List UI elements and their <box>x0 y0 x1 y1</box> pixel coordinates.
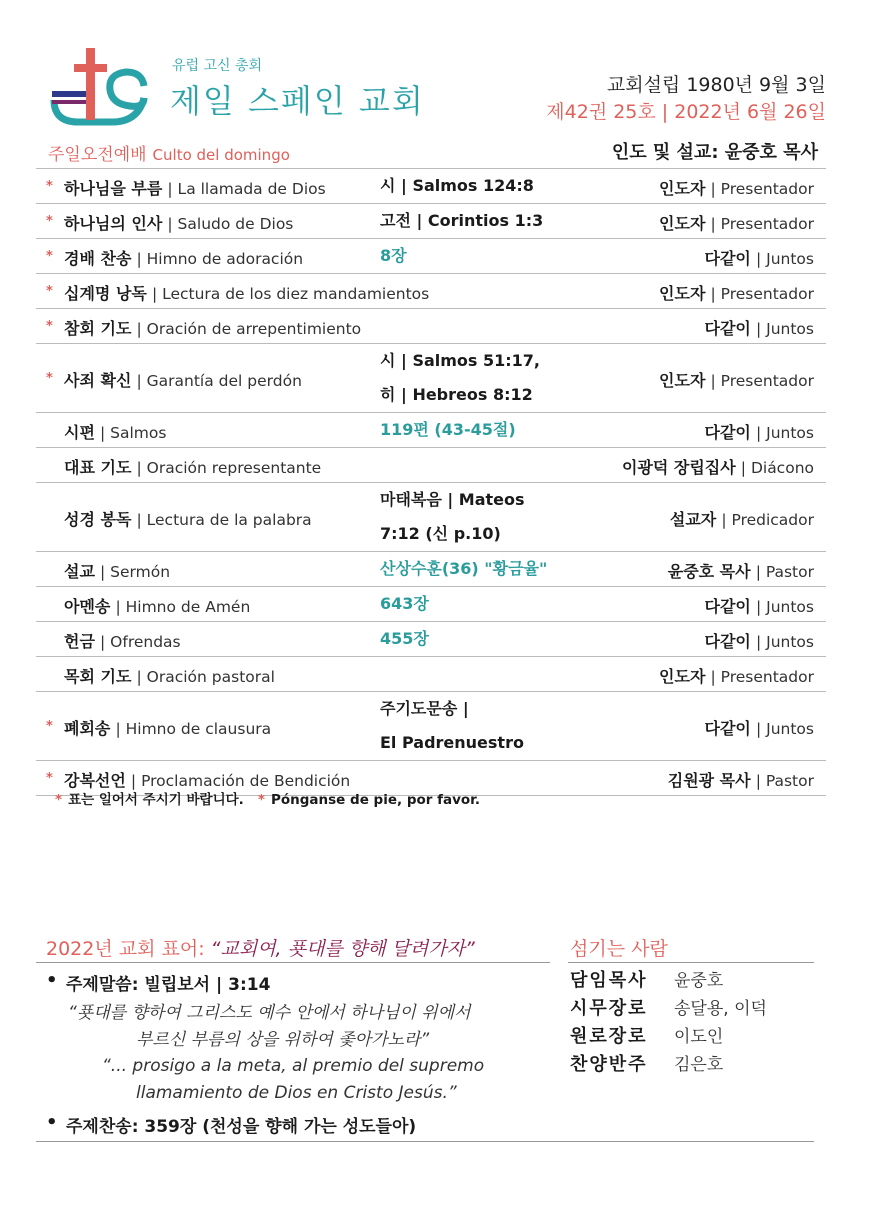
order-item-name <box>64 420 166 443</box>
order-item-reference: 산상수훈(36) "황금율" <box>380 559 548 578</box>
order-item-es: | Proclamación de Bendición <box>130 772 351 790</box>
order-item-leader-ko: 다같이 <box>704 423 751 442</box>
theme-verse-es-line1: “... prosigo a la meta, al premio del supremo <box>102 1056 485 1076</box>
servers-list <box>570 966 820 1078</box>
order-item-leader-es: | Pastor <box>755 563 814 581</box>
order-of-worship <box>36 168 826 796</box>
order-item-name <box>64 507 312 530</box>
order-item-leader-ko: 윤중호 목사 <box>667 562 751 581</box>
order-row <box>36 274 826 309</box>
order-item-name <box>64 176 326 199</box>
order-row <box>36 622 826 657</box>
order-item-leader-es: | Presentador <box>710 180 814 198</box>
order-row <box>36 413 826 448</box>
order-item-reference-line2: El Padrenuestro <box>380 733 524 752</box>
order-item-leader-ko: 김원광 목사 <box>667 771 751 790</box>
order-item-leader <box>705 716 814 739</box>
order-item-leader-es: | Juntos <box>755 598 814 616</box>
order-row <box>36 239 826 274</box>
order-item-leader <box>668 768 814 791</box>
motto-quote: “교회여, 푯대를 향해 달려가자” <box>210 938 475 960</box>
service-heading <box>48 136 818 166</box>
order-item-leader-ko: 인도자 <box>659 179 706 198</box>
star-marker: * <box>46 719 53 734</box>
service-title <box>48 140 290 165</box>
order-item-name <box>64 281 429 304</box>
server-item <box>570 966 820 994</box>
order-item-name <box>64 211 293 234</box>
theme-verse-label: 주제말씀: 빌립보서 | 3:14 <box>66 975 271 995</box>
order-item-reference: 마태복음 | Mateos <box>380 490 525 509</box>
order-item-es: | Oración de arrepentimiento <box>136 320 362 338</box>
theme-verse-ko-line2: 부르신 부름의 상을 위하여 좇아가노라” <box>136 1030 430 1050</box>
order-item-ko: 참회 기도 <box>64 319 132 338</box>
order-item-ko: 성경 봉독 <box>64 510 132 529</box>
order-item-ko: 폐회송 <box>64 719 111 738</box>
star-marker: * <box>46 771 53 786</box>
order-item-ko: 대표 기도 <box>64 458 132 477</box>
standing-note <box>55 788 480 808</box>
order-item-leader-es: | Juntos <box>755 250 814 268</box>
order-row <box>36 344 826 413</box>
server-name: 김은호 <box>674 1055 724 1075</box>
order-item-name <box>64 246 303 269</box>
order-item-leader-es: | Diácono <box>740 459 814 477</box>
order-item-leader-es: | Presentador <box>710 372 814 390</box>
order-item-ko: 아멘송 <box>64 597 111 616</box>
order-item-leader-es: | Juntos <box>755 424 814 442</box>
order-item-leader-ko: 다같이 <box>704 597 751 616</box>
order-item-es: | La llamada de Dios <box>167 180 326 198</box>
order-item-leader-es: | Juntos <box>755 720 814 738</box>
order-row <box>36 448 826 483</box>
bullet: • <box>46 1112 58 1133</box>
star-marker: * <box>46 371 53 386</box>
order-item-leader <box>659 281 814 304</box>
order-item-reference: 시 | Salmos 124:8 <box>380 176 534 195</box>
bullet: • <box>46 970 58 991</box>
divider <box>36 1141 814 1142</box>
star-marker: * <box>257 792 265 808</box>
order-row <box>36 657 826 692</box>
standing-note-es: Pónganse de pie, por favor. <box>270 792 481 808</box>
order-item-leader-ko: 다같이 <box>704 719 751 738</box>
order-item-reference: 455장 <box>380 629 429 648</box>
motto-label: 2022년 교회 표어: <box>46 938 211 960</box>
order-item-es: | Himno de Amén <box>115 598 251 616</box>
server-role: 담임목사 <box>570 970 648 991</box>
order-item-name <box>64 594 250 617</box>
order-row <box>36 309 826 344</box>
order-item-name <box>64 664 275 687</box>
order-item-leader-ko: 다같이 <box>704 632 751 651</box>
order-item-leader-es: | Presentador <box>710 215 814 233</box>
server-role: 시무장로 <box>570 998 648 1019</box>
order-item-name <box>64 316 361 339</box>
order-item-reference: 주기도문송 | <box>380 699 469 718</box>
order-item-leader <box>659 664 814 687</box>
server-name: 윤중호 <box>674 971 724 991</box>
order-item-leader <box>705 316 814 339</box>
order-item-leader-es: | Predicador <box>721 511 814 529</box>
order-item-es: | Oración pastoral <box>136 668 275 686</box>
order-item-es: | Garantía del perdón <box>136 372 302 390</box>
star-marker: * <box>46 319 53 334</box>
denomination: 유럽 고신 총회 <box>172 58 263 74</box>
order-item-name <box>64 455 321 478</box>
order-item-reference: 고전 | Corintios 1:3 <box>380 211 544 230</box>
order-item-es: | Ofrendas <box>100 633 181 651</box>
founded-date: 교회설립 1980년 9월 3일 <box>606 74 826 96</box>
church-logo <box>48 42 152 128</box>
order-item-ko: 목회 기도 <box>64 667 132 686</box>
order-row <box>36 587 826 622</box>
star-marker: * <box>46 284 53 299</box>
theme-hymn: 주제찬송: 359장 (천성을 향해 가는 성도들아) <box>66 1117 417 1137</box>
order-item-leader <box>670 507 814 530</box>
order-item-es: | Himno de adoración <box>136 250 304 268</box>
server-item <box>570 1050 820 1078</box>
order-item-leader-es: | Presentador <box>710 668 814 686</box>
servers-title: 섬기는 사람 <box>570 938 668 960</box>
order-item-reference: 119편 (43-45절) <box>380 420 516 439</box>
order-item-leader <box>659 211 814 234</box>
order-item-leader <box>705 420 814 443</box>
order-item-leader-ko: 인도자 <box>659 667 706 686</box>
order-item-reference-line2: 7:12 (신 p.10) <box>380 524 501 543</box>
theme-verse-es-line2: llamamiento de Dios en Cristo Jesús.” <box>136 1083 457 1103</box>
theme-verse-ko-line1: “푯대를 향하여 그리스도 예수 안에서 하나님이 위에서 <box>68 1003 471 1023</box>
divider <box>36 962 550 963</box>
order-item-leader <box>705 246 814 269</box>
order-item-ko: 사죄 확신 <box>64 371 132 390</box>
order-item-leader <box>659 176 814 199</box>
order-item-es: | Oración representante <box>136 459 322 477</box>
order-item-name <box>64 716 271 739</box>
server-role: 원로장로 <box>570 1026 648 1047</box>
order-item-es: | Himno de clausura <box>115 720 272 738</box>
order-item-leader-ko: 인도자 <box>659 284 706 303</box>
order-item-leader-es: | Juntos <box>755 320 814 338</box>
star-marker: * <box>46 214 53 229</box>
issue-info: 제42권 25호 | 2022년 6월 26일 <box>546 101 826 123</box>
star-marker: * <box>46 249 53 264</box>
order-item-name <box>64 368 302 391</box>
order-item-leader-es: | Pastor <box>755 772 814 790</box>
service-leader: 인도 및 설교: 윤중호 목사 <box>611 142 818 163</box>
order-item-leader-es: | Juntos <box>755 633 814 651</box>
order-item-es: | Lectura de la palabra <box>136 511 312 529</box>
order-item-leader-ko: 다같이 <box>704 249 751 268</box>
order-item-ko: 하나님의 인사 <box>64 214 163 233</box>
order-item-ko: 설교 <box>64 562 95 581</box>
service-title-es: Culto del domingo <box>152 146 290 164</box>
server-name: 이도인 <box>674 1027 724 1047</box>
order-item-leader-ko: 인도자 <box>659 214 706 233</box>
divider <box>568 962 814 963</box>
order-item-leader-ko: 인도자 <box>659 371 706 390</box>
order-row <box>36 552 826 587</box>
standing-note-ko: 표는 일어서 주시기 바랍니다. <box>68 792 244 808</box>
order-item-reference: 시 | Salmos 51:17, <box>380 351 541 370</box>
order-item-leader <box>659 368 814 391</box>
order-item-leader <box>622 455 814 478</box>
order-item-leader <box>705 629 814 652</box>
server-item <box>570 994 820 1022</box>
order-item-es: | Sermón <box>100 563 171 581</box>
order-row <box>36 483 826 552</box>
order-item-leader <box>668 559 814 582</box>
star-marker: * <box>46 179 53 194</box>
order-item-ko: 강복선언 <box>64 771 126 790</box>
order-item-leader-ko: 설교자 <box>669 510 717 529</box>
order-item-name <box>64 559 170 582</box>
order-row <box>36 204 826 239</box>
order-item-es: | Lectura de los diez mandamientos <box>151 285 430 303</box>
star-marker: * <box>55 792 63 808</box>
order-item-ko: 헌금 <box>64 632 95 651</box>
order-item-name <box>64 629 181 652</box>
order-item-leader-ko: 다같이 <box>704 319 751 338</box>
server-item <box>570 1022 820 1050</box>
server-name: 송달용, 이덕 <box>674 999 767 1019</box>
service-title-ko: 주일오전예배 <box>48 145 147 165</box>
church-motto <box>46 934 475 961</box>
order-item-ko: 경배 찬송 <box>64 249 132 268</box>
order-item-reference: 8장 <box>380 246 407 265</box>
order-item-leader-ko: 이광덕 장립집사 <box>621 458 736 477</box>
order-item-reference-line2: 히 | Hebreos 8:12 <box>380 385 533 404</box>
order-item-ko: 하나님을 부름 <box>64 179 163 198</box>
church-name: 제일 스페인 교회 <box>170 82 425 120</box>
order-item-es: | Saludo de Dios <box>167 215 294 233</box>
order-row <box>36 692 826 761</box>
server-role: 찬양반주 <box>570 1054 648 1075</box>
order-item-ko: 십계명 낭독 <box>64 284 147 303</box>
order-row <box>36 169 826 204</box>
order-item-ko: 시편 <box>64 423 95 442</box>
order-item-es: | Salmos <box>100 424 167 442</box>
order-item-leader-es: | Presentador <box>710 285 814 303</box>
order-item-leader <box>705 594 814 617</box>
order-item-reference: 643장 <box>380 594 429 613</box>
